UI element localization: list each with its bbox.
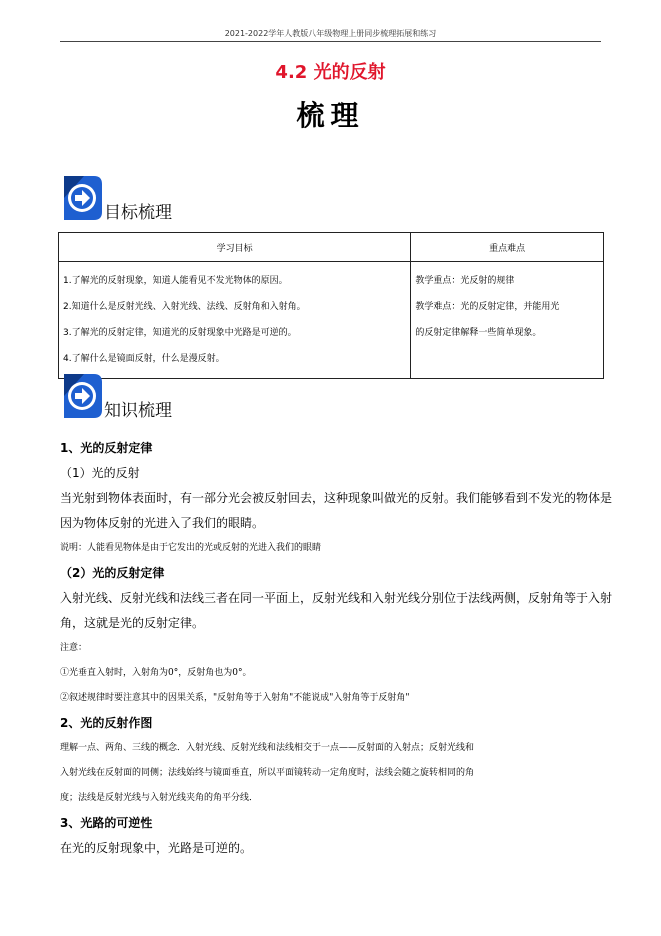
arrow-right-badge-icon <box>60 172 106 224</box>
page-header: 2021-2022学年人教版八年级物理上册同步梳理拓展和练习 <box>224 29 437 38</box>
table-header-row <box>59 233 604 262</box>
goal-item: 1.了解光的反射现象，知道人能看见不发光物体的原因。 <box>63 276 288 286</box>
section-label: 目标梳理 <box>104 203 172 223</box>
goal-item: 4.了解什么是镜面反射，什么是漫反射。 <box>63 354 225 364</box>
keypoints-cell <box>411 262 604 379</box>
note-text: ②叙述规律时要注意其中的因果关系，"反射角等于入射角"不能说成"入射角等于反射角" <box>60 693 410 703</box>
page-title: 4.2 光的反射 <box>275 62 386 83</box>
subheading-reflection: （1）光的反射 <box>60 466 140 480</box>
section-heading-goals <box>60 172 360 228</box>
knowledge-content <box>60 436 613 861</box>
paragraph-line: 角，这就是光的反射定律。 <box>60 616 205 630</box>
keypoint-item: 的反射定律解释一些简单现象。 <box>415 328 542 338</box>
goals-cell <box>59 262 411 379</box>
section-heading-knowledge <box>60 370 360 426</box>
header-divider <box>60 41 601 42</box>
table-row <box>59 262 604 379</box>
table-header-cell: 重点难点 <box>411 233 604 262</box>
paragraph-line: 在光的反射现象中，光路是可逆的。 <box>60 841 253 855</box>
paragraph-line: 理解一点、两角、三线的概念．入射光线、反射光线和法线相交于一点——反射面的入射点；反射光线和 <box>60 743 475 753</box>
paragraph-line: 因为物体反射的光进入了我们的眼睛。 <box>60 516 265 530</box>
note-label: 注意： <box>60 643 88 653</box>
goal-item: 2.知道什么是反射光线、入射光线、法线、反射角和入射角。 <box>63 302 306 312</box>
heading-reversibility: 3、光路的可逆性 <box>60 816 153 830</box>
note-text: ①光垂直入射时，入射角为0°，反射角也为0°。 <box>60 668 252 678</box>
heading-reflection-law: 1、光的反射定律 <box>60 441 153 455</box>
section-label: 知识梳理 <box>104 401 172 421</box>
table-header-cell: 学习目标 <box>59 233 411 262</box>
arrow-right-badge-icon <box>60 370 106 422</box>
paragraph-line: 入射光线在反射面的同侧；法线始终与镜面垂直，所以平面镜转动一定角度时，法线会随之旋转相同的角 <box>60 768 475 778</box>
subheading-reflection-law: （2）光的反射定律 <box>60 566 165 580</box>
paragraph-line: 入射光线、反射光线和法线三者在同一平面上，反射光线和入射光线分别位于法线两侧，反射角等于入射 <box>60 591 613 605</box>
keypoint-item: 教学难点：光的反射定律，并能用光 <box>415 302 560 312</box>
page-subtitle: 梳理 <box>296 99 365 132</box>
goals-table <box>58 232 604 379</box>
keypoint-item: 教学重点：光反射的规律 <box>415 276 515 286</box>
note-text: 说明：人能看见物体是由于它发出的光或反射的光进入我们的眼睛 <box>60 543 322 553</box>
goal-item: 3.了解光的反射定律，知道光的反射现象中光路是可逆的。 <box>63 328 297 338</box>
heading-reflection-drawing: 2、光的反射作图 <box>60 716 153 730</box>
paragraph-line: 度；法线是反射光线与入射光线夹角的角平分线． <box>60 793 259 803</box>
paragraph-line: 当光射到物体表面时，有一部分光会被反射回去，这种现象叫做光的反射。我们能够看到不发光的物体是 <box>60 491 613 505</box>
